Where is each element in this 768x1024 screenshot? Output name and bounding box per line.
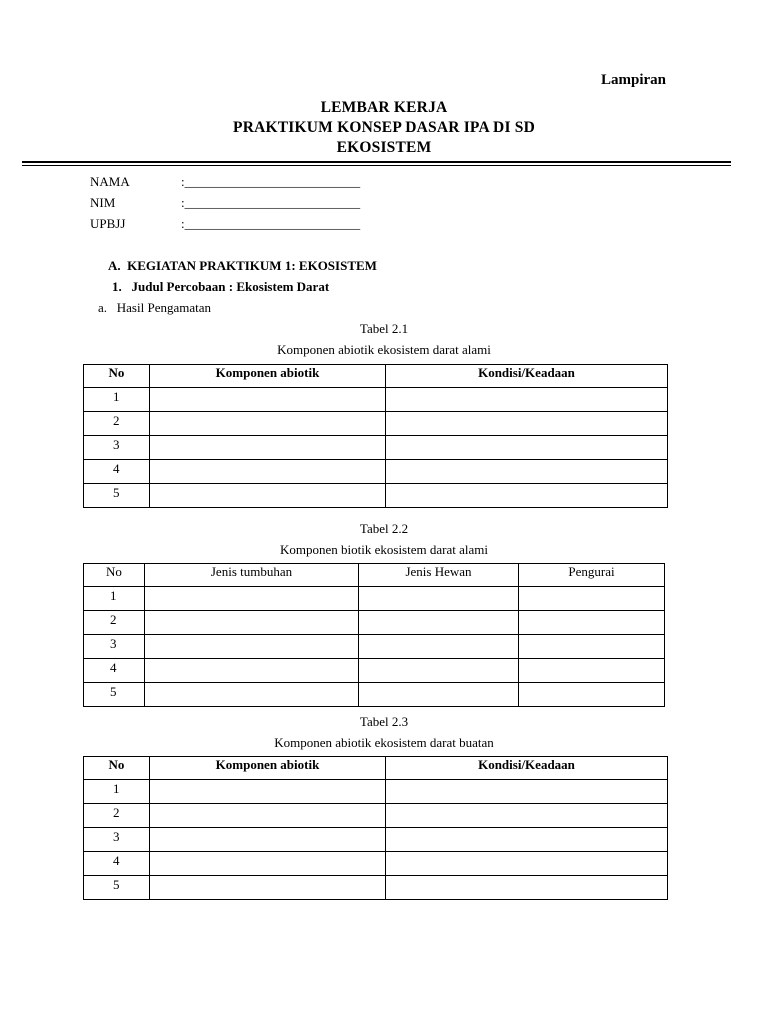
row-number: 5 (84, 876, 150, 900)
condition-cell[interactable] (386, 412, 668, 436)
header-divider-thin (22, 165, 731, 166)
abiotic-component-cell[interactable] (150, 852, 386, 876)
header-animal-type: Jenis Hewan (359, 564, 519, 587)
animal-cell[interactable] (359, 587, 519, 611)
row-number: 2 (84, 611, 145, 635)
animal-cell[interactable] (359, 683, 519, 707)
table-2-2-caption: Komponen biotik ekosistem darat alami (280, 542, 488, 557)
row-number: 1 (84, 780, 150, 804)
plant-cell[interactable] (145, 611, 359, 635)
table-row (84, 635, 665, 659)
plant-cell[interactable] (145, 683, 359, 707)
row-number: 1 (84, 587, 145, 611)
table-header-row (84, 564, 665, 587)
row-number: 5 (84, 484, 150, 508)
table-row (84, 659, 665, 683)
row-number: 3 (84, 828, 150, 852)
condition-cell[interactable] (386, 388, 668, 412)
condition-cell[interactable] (386, 484, 668, 508)
condition-cell[interactable] (386, 436, 668, 460)
header-condition: Kondisi/Keadaan (386, 365, 668, 388)
row-number: 3 (84, 436, 150, 460)
nim-field[interactable]: :___________________________ (181, 195, 361, 210)
animal-cell[interactable] (359, 635, 519, 659)
row-number: 2 (84, 804, 150, 828)
plant-cell[interactable] (145, 635, 359, 659)
table-2-1-number: Tabel 2.1 (359, 321, 409, 336)
table-row (84, 876, 668, 900)
decomposer-cell[interactable] (519, 611, 665, 635)
upbjj-label: UPBJJ (90, 216, 126, 231)
table-2-3-number: Tabel 2.3 (359, 714, 409, 729)
condition-cell[interactable] (386, 460, 668, 484)
table-2-2-number: Tabel 2.2 (359, 521, 409, 536)
decomposer-cell[interactable] (519, 683, 665, 707)
header-no: No (84, 564, 145, 587)
section-a-heading: A. KEGIATAN PRAKTIKUM 1: EKOSISTEM (108, 258, 377, 273)
table-header-row (84, 365, 668, 388)
header-no: No (84, 365, 150, 388)
row-number: 2 (84, 412, 150, 436)
plant-cell[interactable] (145, 659, 359, 683)
table-row (84, 828, 668, 852)
abiotic-component-cell[interactable] (150, 436, 386, 460)
table-row (84, 484, 668, 508)
decomposer-cell[interactable] (519, 635, 665, 659)
row-number: 5 (84, 683, 145, 707)
table-2-3 (83, 756, 668, 900)
plant-cell[interactable] (145, 587, 359, 611)
condition-cell[interactable] (386, 804, 668, 828)
row-number: 4 (84, 659, 145, 683)
animal-cell[interactable] (359, 659, 519, 683)
decomposer-cell[interactable] (519, 659, 665, 683)
condition-cell[interactable] (386, 876, 668, 900)
abiotic-component-cell[interactable] (150, 484, 386, 508)
table-row (84, 683, 665, 707)
nim-label: NIM (90, 195, 116, 210)
header-divider-thick (22, 161, 731, 163)
condition-cell[interactable] (386, 828, 668, 852)
course-title: PRAKTIKUM KONSEP DASAR IPA DI SD (233, 119, 535, 136)
abiotic-component-cell[interactable] (150, 804, 386, 828)
row-number: 4 (84, 460, 150, 484)
table-row (84, 412, 668, 436)
table-2-1 (83, 364, 668, 508)
table-row (84, 460, 668, 484)
appendix-label: Lampiran (601, 72, 667, 88)
worksheet-title: LEMBAR KERJA (320, 99, 448, 116)
table-2-1-caption: Komponen abiotik ekosistem darat alami (277, 342, 491, 357)
row-number: 4 (84, 852, 150, 876)
table-header-row (84, 757, 668, 780)
row-number: 3 (84, 635, 145, 659)
condition-cell[interactable] (386, 852, 668, 876)
header-condition: Kondisi/Keadaan (386, 757, 668, 780)
decomposer-cell[interactable] (519, 587, 665, 611)
abiotic-component-cell[interactable] (150, 412, 386, 436)
condition-cell[interactable] (386, 780, 668, 804)
topic-title: EKOSISTEM (336, 139, 432, 156)
header-abiotic-component: Komponen abiotik (150, 757, 386, 780)
abiotic-component-cell[interactable] (150, 460, 386, 484)
header-abiotic-component: Komponen abiotik (150, 365, 386, 388)
table-row (84, 587, 665, 611)
header-no: No (84, 757, 150, 780)
upbjj-field[interactable]: :___________________________ (181, 216, 361, 231)
abiotic-component-cell[interactable] (150, 780, 386, 804)
table-row (84, 780, 668, 804)
table-row (84, 611, 665, 635)
abiotic-component-cell[interactable] (150, 828, 386, 852)
name-field[interactable]: :___________________________ (181, 174, 361, 189)
table-row (84, 388, 668, 412)
subsection-1-heading: 1. Judul Percobaan : Ekosistem Darat (112, 279, 330, 294)
animal-cell[interactable] (359, 611, 519, 635)
table-row (84, 852, 668, 876)
table-row (84, 804, 668, 828)
row-number: 1 (84, 388, 150, 412)
table-row (84, 436, 668, 460)
table-2-3-caption: Komponen abiotik ekosistem darat buatan (274, 735, 494, 750)
header-plant-type: Jenis tumbuhan (145, 564, 359, 587)
abiotic-component-cell[interactable] (150, 876, 386, 900)
table-2-2 (83, 563, 665, 707)
header-decomposer: Pengurai (519, 564, 665, 587)
observation-results-heading: a. Hasil Pengamatan (98, 300, 211, 315)
abiotic-component-cell[interactable] (150, 388, 386, 412)
name-label: NAMA (90, 174, 130, 189)
